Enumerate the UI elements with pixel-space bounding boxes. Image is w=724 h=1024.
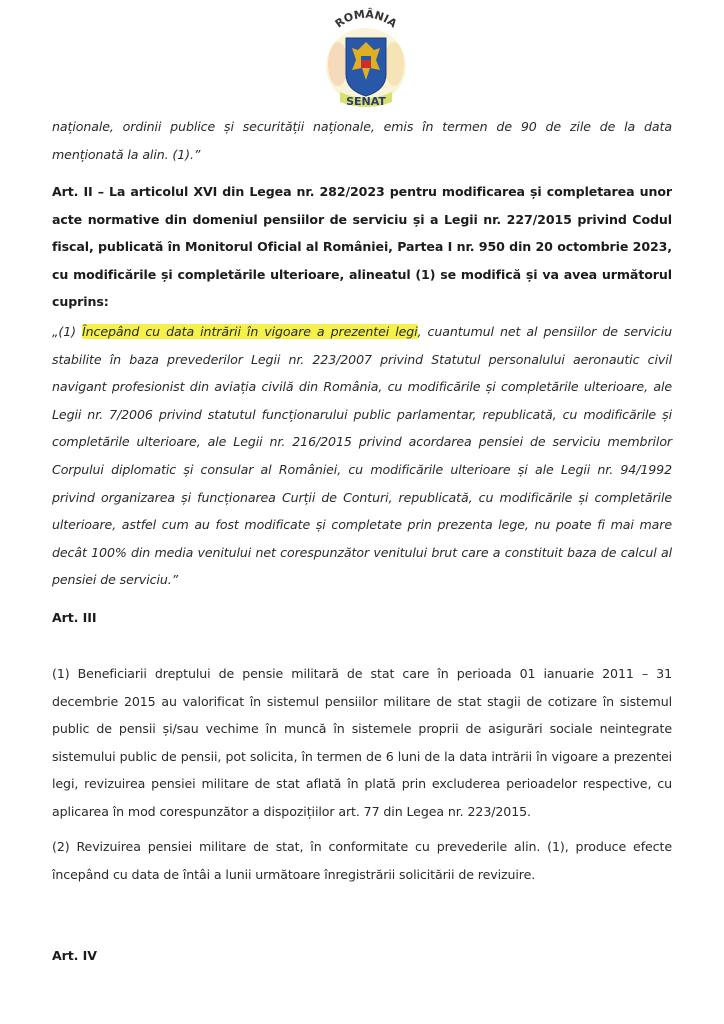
paragraph-text: naționale, ordinii publice și securității naționale, emis în termen de 90 de zile de la data menționată la alin. (1).” <box>52 119 672 162</box>
quote-rest: , cuantumul net al pensiilor de serviciu stabilite în baza prevederilor Legii nr. 223/2007 privind Statutul personalului aeronautic civil navigant profesionist din aviația civilă din România, cu modificările și completările ulterioare, ale Legii nr. 7/2006 privind statutul funcționarului public parlamentar, republicată, cu modificările și completările ulterioare, ale Legii nr. 216/2015 privind acordarea pensiei de serviciu membrilor Corpului diplomatic și consular al României, cu modificările ulterioare și ale Legii nr. 94/1992 privind organizarea și funcționarea Curții de Conturi, republicată, cu modificările și completările ulterioare, astfel cum au fost modificate și completate prin prezenta lege, nu poate fi mai mare decât 100% din media venitului net corespunzător venitului brut care a constituit baza de calcul al pensiei de serviciu.” <box>52 324 672 588</box>
article-iii-heading <box>52 604 672 632</box>
article-ii-text: Art. II – La articolul XVI din Legea nr. 282/2023 pentru modificarea și completarea unor acte normative din domeniul pensiilor de serviciu și a Legii nr. 227/2015 privind Codul fiscal, publicată în Monitorul Oficial al României, Partea I nr. 950 din 20 octombrie 2023, cu modificările și completările ulterioare, alineatul (1) se modifică și va avea următorul cuprins: <box>52 184 672 310</box>
article-iii-paragraph-1 <box>52 660 672 826</box>
heading-text: Art. IV <box>52 948 97 963</box>
svg-text:SENAT: SENAT <box>346 95 386 108</box>
quote-paragraph <box>52 318 672 594</box>
article-ii <box>52 178 672 316</box>
paragraph-continuation <box>52 113 672 168</box>
paragraph-text: (2) Revizuirea pensiei militare de stat, în conformitate cu prevederile alin. (1), produce efecte începând cu data de întâi a lunii următoare înregistrării solicitării de revizuire. <box>52 839 672 882</box>
highlighted-text: Începând cu data intrării în vigoare a prezentei legi <box>82 324 418 339</box>
heading-text: Art. III <box>52 610 97 625</box>
amended-paragraph-quote <box>52 318 672 594</box>
quote-prefix: „(1) <box>52 324 83 339</box>
article-iv-heading <box>52 942 672 970</box>
article-iii-paragraph-2 <box>52 833 672 888</box>
senat-romania-logo <box>318 4 414 112</box>
svg-text:ROMÂNIA: ROMÂNIA <box>332 7 400 31</box>
paragraph-text: (1) Beneficiarii dreptului de pensie militară de stat care în perioada 01 ianuarie 2011 – 31 decembrie 2015 au valorificat în sistemul pensiilor militare de stat stagii de cotizare în sistemul public de pensii și/sau vechime în muncă în sistemele proprii de asigurări sociale neintegrate sistemului public de pensii, pot solicita, în termen de 6 luni de la data intrării în vigoare a prezentei legi, revizuirea pensiei militare de stat aflată în plată prin excluderea perioadelor respective, cu aplicarea în mod corespunzător a dispozițiilor art. 77 din Legea nr. 223/2015. <box>52 666 672 819</box>
